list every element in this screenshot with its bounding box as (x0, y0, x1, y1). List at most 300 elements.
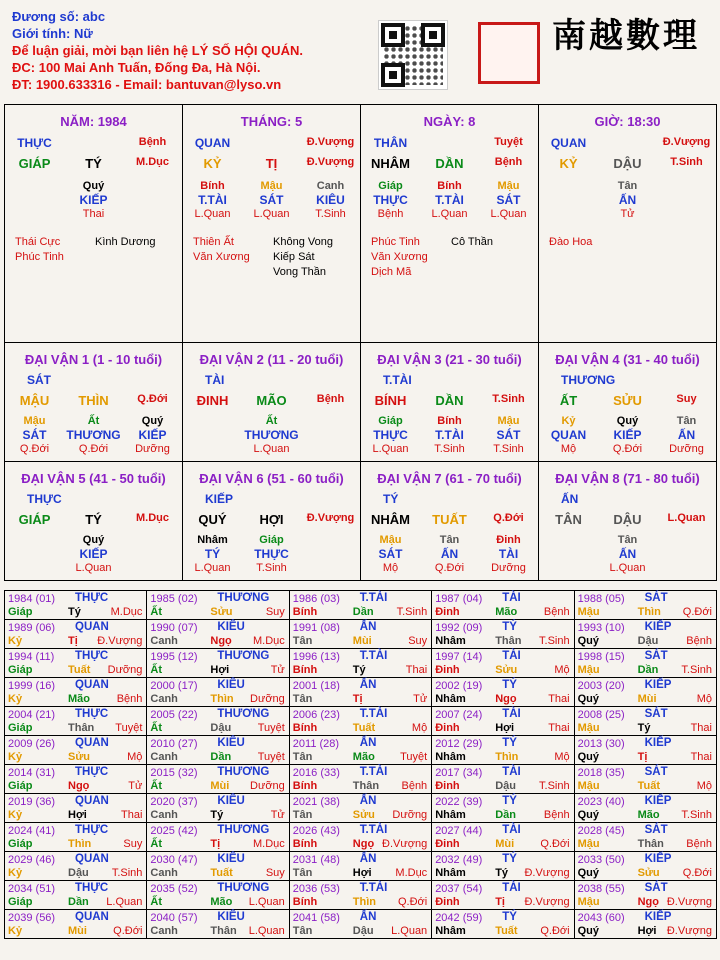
pillar-phase: Bệnh (494, 156, 523, 168)
annual-god: T.TÀI (359, 766, 388, 778)
pillar-phase: M.Dục (136, 156, 169, 168)
annual-can: Kỷ (8, 751, 23, 763)
annual-chi: Tị (637, 751, 648, 763)
annual-god: THỰC (75, 650, 109, 662)
annual-phase: Tử (270, 809, 285, 821)
annual-phase: Đ.Vượng (666, 925, 712, 937)
annual-chi: Sửu (352, 809, 375, 821)
pillar-main-row (5, 156, 182, 171)
annual-year: 2013 (30) (577, 738, 625, 750)
annual-can: Canh (150, 809, 178, 821)
star-left: Thiên Ất (193, 236, 234, 248)
hidden-stem-col (479, 179, 538, 221)
dai-van-can: ẤT (559, 393, 578, 408)
hidden-stem-col (420, 533, 479, 575)
annual-year: 2026 (43) (292, 825, 340, 837)
annual-phase: Bệnh (401, 780, 428, 792)
annual-can: Nhâm (435, 925, 466, 937)
annual-god: THƯƠNG (217, 650, 270, 662)
annual-chi: Dậu (637, 635, 659, 647)
annual-chi: Thân (210, 925, 237, 937)
hidden-god: SÁT (378, 547, 403, 561)
pillar-title: NGÀY: 8 (423, 114, 476, 129)
annual-chi: Dần (495, 809, 516, 821)
annual-year: 2033 (50) (577, 854, 625, 866)
annual-chi: Thìn (210, 693, 234, 705)
annual-cell[interactable] (5, 910, 147, 939)
annual-can: Nhâm (435, 751, 466, 763)
pillar-spacer (420, 136, 479, 150)
annual-cell[interactable] (432, 707, 574, 736)
annual-can: Giáp (8, 664, 33, 676)
annual-cell[interactable] (290, 852, 432, 881)
annual-phase: Bệnh (686, 838, 712, 850)
annual-phase: Suy (265, 867, 285, 879)
annual-chi: Mùi (352, 635, 372, 647)
pillar-chi: DẦN (435, 156, 464, 171)
pillar-top-state: Bệnh (138, 136, 167, 148)
hidden-god: THỰC (373, 428, 408, 442)
annual-cell[interactable] (147, 649, 289, 678)
hidden-can: Quý (616, 415, 639, 427)
annual-chi: Thân (495, 635, 522, 647)
annual-year: 2035 (52) (150, 883, 198, 895)
hidden-state: L.Quan (253, 443, 290, 455)
annual-year: 1988 (05) (577, 593, 625, 605)
annual-cell[interactable] (432, 736, 574, 765)
annual-chi: Thân (637, 838, 664, 850)
hidden-state: T.Sinh (315, 208, 346, 220)
annual-cell[interactable] (575, 736, 717, 765)
annual-phase: Thai (690, 722, 712, 734)
annual-phase: Suy (265, 606, 285, 618)
annual-cell[interactable] (147, 910, 289, 939)
annual-cell[interactable] (147, 678, 289, 707)
hidden-can: Mậu (260, 180, 283, 192)
annual-year: 1993 (10) (577, 622, 625, 634)
annual-phase: Bệnh (543, 809, 570, 821)
four-pillars-grid (4, 104, 717, 343)
annual-chi: Tuất (495, 925, 518, 937)
hidden-state: Thai (82, 208, 105, 220)
annual-chi: Tị (495, 896, 505, 908)
annual-phase: Tuyệt (257, 722, 285, 734)
hidden-state: T.Sinh (434, 443, 465, 455)
annual-chi: Ngọ (68, 780, 90, 792)
annual-phase: Tử (128, 780, 143, 792)
annual-cell[interactable] (5, 591, 147, 620)
stars-right (627, 235, 629, 250)
annual-cell[interactable] (147, 765, 289, 794)
annual-chi: Dần (68, 896, 89, 908)
annual-can: Tân (292, 867, 313, 879)
annual-can: Kỷ (8, 693, 23, 705)
dai-van-main (5, 512, 182, 527)
dai-van-hidden (5, 414, 182, 456)
annual-cell[interactable] (575, 591, 717, 620)
dai-van-hidden (539, 414, 716, 456)
star-left: Dịch Mã (371, 266, 412, 278)
annual-cell[interactable] (147, 591, 289, 620)
hidden-god: THƯƠNG (244, 428, 299, 442)
dai-van-cell (183, 343, 361, 462)
pillar-cell (183, 105, 361, 343)
dai-van-phase: Q.Đới (493, 512, 524, 524)
annual-god: ẤN (359, 795, 377, 807)
pillar-stars (539, 235, 716, 250)
annual-phase: T.Sinh (539, 635, 570, 647)
annual-phase: Tuyệt (257, 751, 285, 763)
hidden-stem-col (242, 533, 301, 575)
annual-cell[interactable] (432, 852, 574, 881)
dai-van-hidden (361, 533, 538, 575)
annual-phase: T.Sinh (396, 606, 428, 618)
annual-cell[interactable] (432, 823, 574, 852)
hidden-state: Tử (620, 208, 635, 220)
annual-god: ẤN (359, 621, 377, 633)
annual-cell[interactable] (5, 620, 147, 649)
annual-cell[interactable] (147, 794, 289, 823)
annual-cell[interactable] (147, 707, 289, 736)
annual-god: SÁT (644, 650, 668, 662)
annual-god: TÝ (502, 795, 517, 807)
annual-cell[interactable] (575, 678, 717, 707)
stars-left (5, 235, 93, 265)
annual-year: 2039 (56) (8, 912, 56, 924)
annual-year: 2008 (25) (577, 709, 625, 721)
red-seal-logo (478, 22, 540, 84)
hidden-stem-col (301, 414, 360, 456)
pillar-top-row (5, 136, 182, 150)
annual-phase: M.Dục (253, 838, 285, 850)
pillar-chi: TỊ (265, 156, 278, 171)
hidden-can: Giáp (259, 534, 284, 546)
annual-cell[interactable] (432, 678, 574, 707)
hidden-stem-col (183, 533, 242, 575)
hidden-can: Tân (617, 180, 638, 192)
annual-cell[interactable] (147, 736, 289, 765)
annual-god: ẤN (359, 853, 377, 865)
hidden-can: Mậu (379, 534, 402, 546)
annual-phase: Tuyệt (400, 751, 428, 763)
annual-cell[interactable] (432, 794, 574, 823)
annual-cell[interactable] (575, 707, 717, 736)
annual-cell[interactable] (147, 881, 289, 910)
annual-chi: Sửu (210, 606, 233, 618)
hidden-can: Bính (200, 180, 225, 192)
annual-chi: Dậu (210, 722, 232, 734)
annual-phase: T.Sinh (539, 780, 570, 792)
annual-can: Kỷ (8, 867, 23, 879)
annual-chi: Thân (352, 780, 380, 792)
annual-cell[interactable] (290, 823, 432, 852)
annual-god: THỰC (75, 766, 109, 778)
pillar-top-god: THỰC (17, 136, 52, 150)
dai-van-phase: L.Quan (667, 512, 706, 524)
annual-year: 2028 (45) (577, 825, 625, 837)
annual-phase: Thai (120, 809, 143, 821)
annual-chi: Ngọ (637, 896, 659, 908)
annual-cell[interactable] (147, 620, 289, 649)
hidden-can: Ất (265, 415, 278, 427)
annual-can: Đinh (435, 896, 460, 908)
annual-cell[interactable] (5, 852, 147, 881)
hidden-stem-col (123, 179, 182, 221)
annual-god: TÝ (502, 853, 517, 865)
hidden-can: Tân (676, 415, 697, 427)
annual-year: 2022 (39) (435, 796, 483, 808)
stars-left (361, 235, 449, 280)
annual-phase: Mộ (411, 722, 428, 734)
hidden-state: L.Quan (194, 562, 231, 574)
annual-phase: Q.Đới (540, 838, 570, 850)
annual-god: QUAN (75, 911, 109, 923)
annual-chi: Thìn (352, 896, 377, 908)
annual-phase: T.Sinh (111, 867, 143, 879)
annual-cell[interactable] (147, 852, 289, 881)
annual-phase: Tuyệt (115, 722, 143, 734)
dai-van-can: MẬU (19, 393, 50, 408)
annual-cell[interactable] (5, 707, 147, 736)
annual-god: KIÊU (217, 853, 245, 865)
annual-cell[interactable] (432, 649, 574, 678)
annual-year: 1987 (04) (435, 593, 483, 605)
annual-cell[interactable] (575, 620, 717, 649)
annual-cell[interactable] (290, 736, 432, 765)
annual-year: 2018 (35) (577, 767, 625, 779)
hidden-state: L.Quan (253, 208, 290, 220)
annual-year: 2001 (18) (292, 680, 340, 692)
dai-van-god: KIẾP (205, 492, 234, 506)
hidden-state: L.Quan (194, 208, 231, 220)
hidden-god: T.TÀI (435, 193, 464, 207)
qr-code-icon[interactable] (378, 20, 448, 90)
annual-phase: Mộ (554, 664, 570, 676)
annual-chi: Ngọ (352, 838, 375, 850)
annual-can: Canh (150, 693, 178, 705)
annual-cell[interactable] (575, 794, 717, 823)
dai-van-title: ĐẠI VẬN 1 (1 - 10 tuổi) (24, 352, 163, 367)
dai-van-can: NHÂM (371, 512, 410, 527)
annual-god: KIÊU (217, 621, 245, 633)
annual-cell[interactable] (290, 649, 432, 678)
annual-cell[interactable] (5, 881, 147, 910)
annual-can: Ất (150, 606, 162, 618)
annual-cell[interactable] (432, 620, 574, 649)
annual-can: Canh (150, 925, 178, 937)
annual-cell[interactable] (290, 707, 432, 736)
annual-can: Bính (292, 606, 318, 618)
annual-god: QUAN (75, 795, 109, 807)
annual-year: 2009 (26) (8, 738, 56, 750)
annual-phase: Mộ (696, 693, 712, 705)
dai-van-chi: HỢI (259, 512, 284, 527)
annual-year: 2002 (19) (435, 680, 483, 692)
annual-phase: Mộ (696, 780, 712, 792)
pillar-hidden-row (183, 179, 360, 221)
annual-god: T.TÀI (359, 824, 388, 836)
hidden-god: SÁT (22, 428, 47, 442)
annual-year: 1999 (16) (8, 680, 56, 692)
hidden-can: Bính (437, 415, 462, 427)
pillar-stars (5, 235, 182, 265)
annual-can: Mậu (577, 780, 600, 792)
hidden-god: T.TÀI (198, 193, 227, 207)
annual-year: 2041 (58) (292, 912, 340, 924)
annual-god: TÝ (502, 621, 517, 633)
hidden-can: Tân (439, 534, 460, 546)
annual-cell[interactable] (432, 765, 574, 794)
hidden-state: Q.Đới (434, 562, 465, 574)
hidden-god: TÀI (498, 547, 519, 561)
annual-cell[interactable] (5, 823, 147, 852)
annual-cell[interactable] (575, 823, 717, 852)
annual-chi: Tuất (210, 867, 233, 879)
hidden-stem-col (539, 533, 598, 575)
annual-phase: Mộ (554, 751, 570, 763)
annual-year: 1994 (11) (8, 651, 55, 663)
annual-phase: Đ.Vượng (382, 838, 428, 850)
dai-van-hidden (183, 414, 360, 456)
annual-can: Kỷ (8, 635, 23, 647)
annual-phase: T.Sinh (681, 809, 712, 821)
pillar-cell (361, 105, 539, 343)
hidden-stem-col (64, 414, 123, 456)
hidden-god: KIẾP (613, 428, 642, 442)
annual-god: SÁT (644, 708, 668, 720)
annual-cell[interactable] (290, 794, 432, 823)
annual-cell[interactable] (432, 591, 574, 620)
hidden-state: L.Quan (372, 443, 409, 455)
dai-van-main (361, 512, 538, 527)
annual-god: KIẾP (644, 911, 672, 923)
annual-can: Tân (292, 635, 313, 647)
dai-van-can: GIÁP (18, 512, 51, 527)
annual-cell[interactable] (290, 910, 432, 939)
annual-chi: Mão (637, 809, 660, 821)
hidden-can: Mậu (497, 180, 520, 192)
annual-god: QUAN (75, 621, 109, 633)
annual-god: TÀI (502, 824, 521, 836)
hidden-stem-col (301, 179, 360, 221)
annual-year: 2023 (40) (577, 796, 625, 808)
dai-van-phase: Đ.Vượng (306, 512, 355, 524)
annual-year: 1997 (14) (435, 651, 483, 663)
annual-cell[interactable] (5, 736, 147, 765)
annual-cell[interactable] (290, 765, 432, 794)
annual-can: Nhâm (435, 635, 466, 647)
hidden-can: Mậu (497, 415, 520, 427)
annual-can: Ất (150, 722, 162, 734)
annual-chi: Thìn (637, 606, 661, 618)
hidden-state: Q.Đới (19, 443, 50, 455)
annual-chi: Tý (352, 664, 366, 676)
star-left: Thái Cực (15, 236, 61, 248)
pillar-phase: Đ.Vượng (306, 156, 355, 168)
annual-can: Kỷ (8, 809, 23, 821)
dai-van-god: ẤN (561, 492, 579, 506)
annual-chi: Dần (352, 606, 374, 618)
annual-god: T.TÀI (359, 592, 388, 604)
star-left: Phúc Tinh (371, 236, 420, 248)
annual-year: 2031 (48) (292, 854, 340, 866)
annual-god: KIẾP (644, 621, 672, 633)
annual-cell[interactable] (290, 881, 432, 910)
annual-year: 2007 (24) (435, 709, 483, 721)
annual-year: 1995 (12) (150, 651, 198, 663)
annual-phase: Dưỡng (107, 664, 143, 676)
annual-chi: Hợi (210, 664, 230, 676)
annual-god: QUAN (75, 853, 109, 865)
hidden-can: Bính (437, 180, 462, 192)
annual-cell[interactable] (290, 620, 432, 649)
dai-van-god: SÁT (27, 373, 51, 387)
pillar-main-row (183, 156, 360, 171)
hidden-stem-col (123, 414, 182, 456)
annual-god: ẤN (359, 911, 377, 923)
hidden-god: ẤN (618, 193, 637, 207)
hidden-god: QUAN (550, 428, 587, 442)
annual-cell[interactable] (5, 678, 147, 707)
annual-cell[interactable] (290, 591, 432, 620)
hidden-can: Mậu (23, 415, 46, 427)
annual-cell[interactable] (432, 910, 574, 939)
dai-van-chi: TÝ (85, 512, 102, 527)
annual-year: 2038 (55) (577, 883, 625, 895)
annual-god: KIÊU (217, 679, 245, 691)
annual-cell[interactable] (147, 823, 289, 852)
star-left: Văn Xương (371, 251, 428, 263)
pillar-stars (361, 235, 538, 280)
annual-year: 2012 (29) (435, 738, 483, 750)
annual-cell[interactable] (5, 794, 147, 823)
annual-chi: Sửu (68, 751, 91, 763)
dai-van-cell (539, 343, 717, 462)
annual-god: KIẾP (644, 795, 672, 807)
annual-cell[interactable] (5, 649, 147, 678)
hidden-state: Q.Đới (612, 443, 643, 455)
annual-chi: Dần (210, 751, 232, 763)
hidden-stem-col (657, 414, 716, 456)
pillar-stars (183, 235, 360, 280)
annual-cell[interactable] (575, 881, 717, 910)
annual-cell[interactable] (432, 881, 574, 910)
dai-van-phase: Bệnh (316, 393, 345, 405)
hidden-god: KIẾP (138, 428, 167, 442)
annual-cell[interactable] (575, 910, 717, 939)
annual-can: Ất (150, 896, 162, 908)
header-info (12, 8, 303, 93)
pillar-can: NHÂM (371, 156, 410, 171)
annual-cell[interactable] (575, 852, 717, 881)
pillar-main-row (361, 156, 538, 171)
hidden-stem-col (657, 533, 716, 575)
pillar-top-god: QUAN (550, 136, 587, 150)
annual-god: THƯƠNG (217, 592, 270, 604)
dai-van-can: QUÝ (198, 512, 227, 527)
annual-cell[interactable] (575, 765, 717, 794)
dai-van-hidden (183, 533, 360, 575)
dai-van-god: THƯƠNG (561, 373, 616, 387)
annual-chi: Hợi (495, 722, 515, 734)
annual-cell[interactable] (290, 678, 432, 707)
annual-cell[interactable] (575, 649, 717, 678)
dai-van-chi: MÃO (256, 393, 287, 408)
dai-van-chi: TUẤT (432, 512, 467, 527)
annual-chi: Tuất (637, 780, 660, 792)
hidden-god: SÁT (259, 193, 284, 207)
annual-cell[interactable] (5, 765, 147, 794)
